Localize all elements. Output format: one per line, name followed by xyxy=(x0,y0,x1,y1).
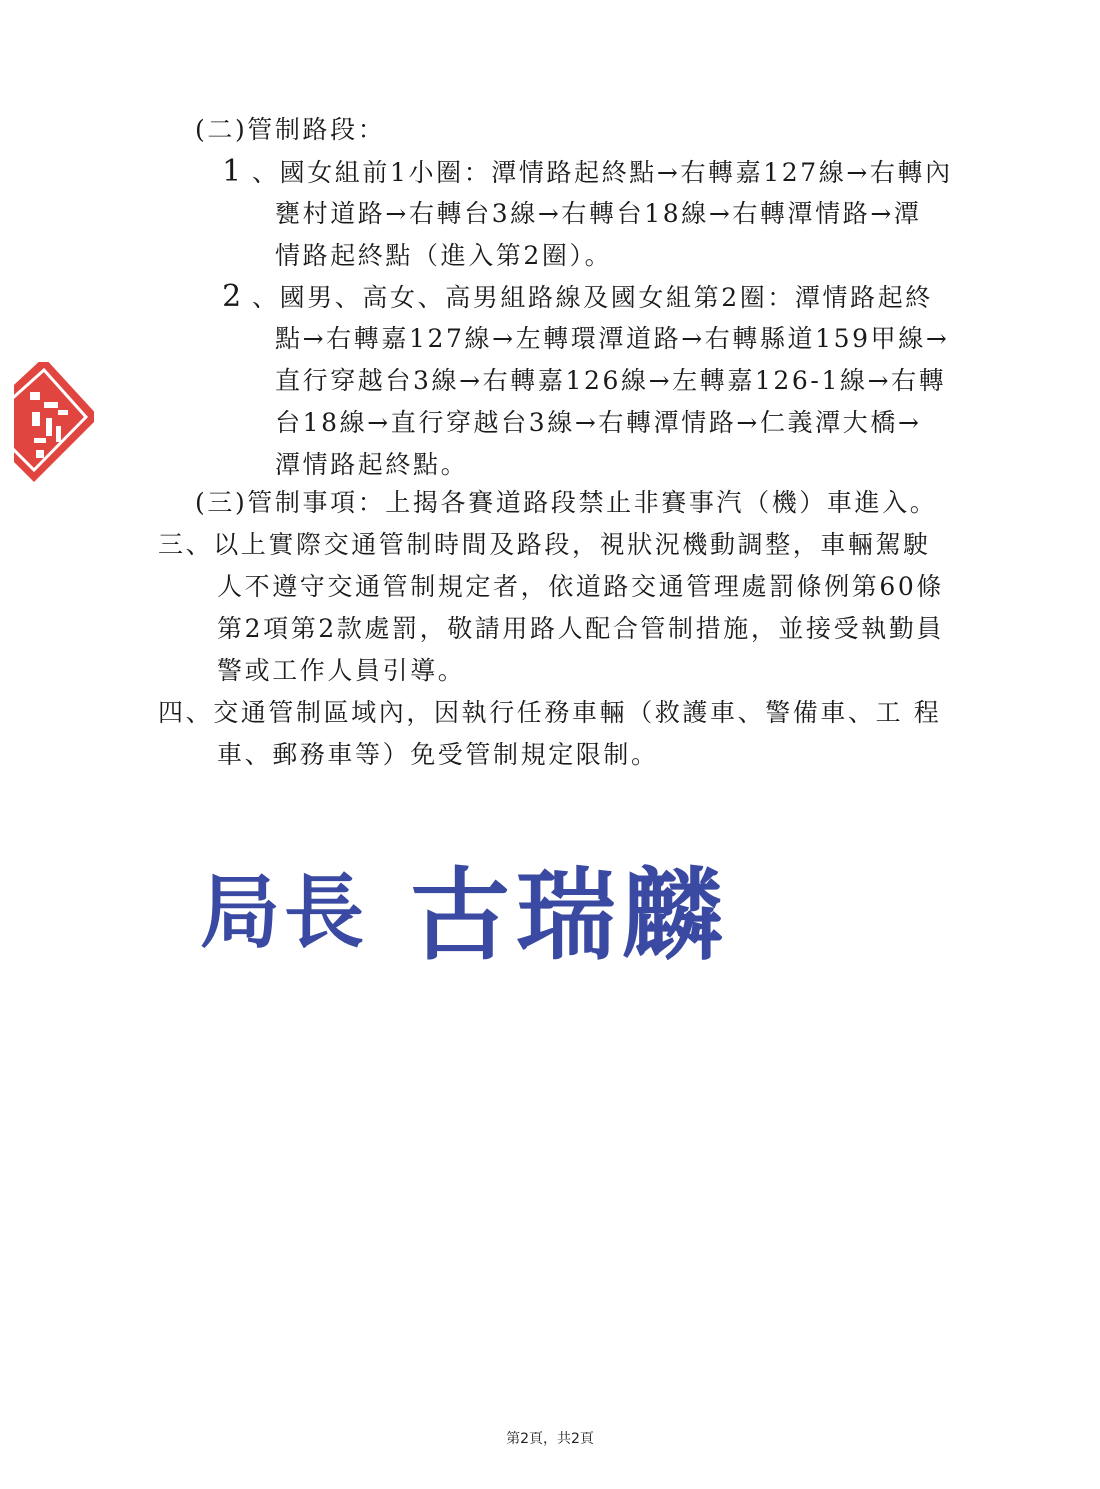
route-item-1-line-2: 甕村道路→右轉台3線→右轉台18線→右轉潭情路→潭 xyxy=(275,199,922,228)
route-item-1-line-3: 情路起終點（進入第2圈）。 xyxy=(275,241,613,270)
signature-graphic xyxy=(200,845,780,975)
route-item-2-line-5: 潭情路起終點。 xyxy=(275,450,469,479)
page-number: 第2頁，共2頁 xyxy=(506,1431,594,1447)
point-3-line-3: 第2項第2款處罰，敬請用路人配合管制措施，並接受執勤員 xyxy=(217,614,945,643)
point-3-line-1: 三、以上實際交通管制時間及路段，視狀況機動調整，車輛駕駛 xyxy=(158,530,931,559)
section-3-text: (三)管制事項：上揭各賽道路段禁止非賽事汽（機）車進入。 xyxy=(195,488,938,517)
point-3-line-4: 警或工作人員引導。 xyxy=(217,656,466,685)
route-item-2-line-1: 2 、國男、高女、高男組路線及國女組第2圈：潭情路起終 xyxy=(214,282,933,313)
seal-graphic xyxy=(14,362,94,482)
svg-text:古瑞麟: 古瑞麟 xyxy=(410,856,728,974)
section-2-heading: (二)管制路段： xyxy=(195,115,386,144)
route-item-1-number: 1 xyxy=(222,154,244,189)
route-item-2-number: 2 xyxy=(222,279,244,314)
official-seal xyxy=(14,362,94,482)
route-item-2-line-4: 台18線→直行穿越台3線→右轉潭情路→仁義潭大橋→ xyxy=(275,408,922,437)
route-item-2-line-3: 直行穿越台3線→右轉嘉126線→左轉嘉126-1線→右轉 xyxy=(275,366,947,395)
route-item-1-line-1: 1 、國女組前1小圈：潭情路起終點→右轉嘉127線→右轉內 xyxy=(214,157,953,188)
point-3-line-2: 人不遵守交通管制規定者，依道路交通管理處罰條例第60條 xyxy=(217,572,945,601)
point-4-line-1: 四、交通管制區域內，因執行任務車輛（救護車、警備車、工 程 xyxy=(158,698,942,727)
svg-text:局長: 局長 xyxy=(200,865,368,959)
point-4-line-2: 車、郵務車等）免受管制規定限制。 xyxy=(217,740,659,769)
route-item-2-line-2: 點→右轉嘉127線→左轉環潭道路→右轉縣道159甲線→ xyxy=(275,324,950,353)
director-signature-stamp xyxy=(200,845,780,975)
